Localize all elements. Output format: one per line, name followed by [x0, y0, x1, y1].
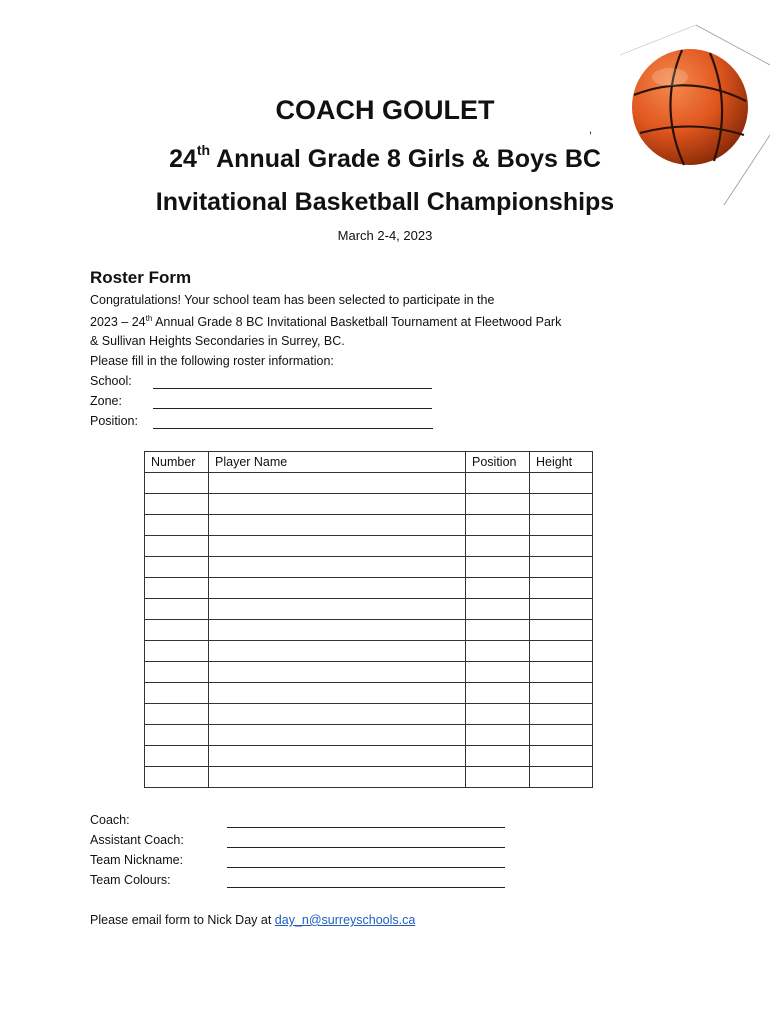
player-name-cell[interactable]	[209, 557, 466, 578]
table-row	[145, 767, 593, 788]
roster-table-body	[145, 473, 593, 788]
height-cell[interactable]	[530, 767, 593, 788]
height-cell[interactable]	[530, 515, 593, 536]
player-name-cell[interactable]	[209, 641, 466, 662]
table-row	[145, 557, 593, 578]
height-cell[interactable]	[530, 641, 593, 662]
intro-line-2	[90, 314, 561, 329]
player-name-cell[interactable]	[209, 536, 466, 557]
subtitle-text: Annual Grade 8 Girls & Boys BC	[210, 145, 601, 173]
player-name-cell[interactable]	[209, 620, 466, 641]
intro-year: 2023 – 24	[90, 315, 146, 329]
table-row	[145, 515, 593, 536]
height-cell[interactable]	[530, 536, 593, 557]
position-cell[interactable]	[466, 515, 530, 536]
player-name-cell[interactable]	[209, 599, 466, 620]
team-colours-label: Team Colours:	[90, 873, 171, 887]
number-cell[interactable]	[145, 599, 209, 620]
table-row	[145, 599, 593, 620]
page-title: COACH GOULET	[275, 95, 495, 125]
position-cell[interactable]	[466, 704, 530, 725]
table-row	[145, 620, 593, 641]
position-cell[interactable]	[466, 536, 530, 557]
team-nickname-label: Team Nickname:	[90, 853, 184, 867]
intro-suffix: th	[145, 314, 153, 323]
table-row	[145, 578, 593, 599]
intro-line-4: Please fill in the following roster information:	[90, 354, 334, 368]
position-cell[interactable]	[466, 662, 530, 683]
player-name-cell[interactable]	[209, 767, 466, 788]
height-cell[interactable]	[530, 746, 593, 767]
position-cell[interactable]	[466, 494, 530, 515]
position-label: Position:	[90, 414, 138, 428]
header-player-name: Player Name	[209, 452, 466, 473]
coach-label: Coach:	[90, 813, 130, 827]
player-name-cell[interactable]	[209, 704, 466, 725]
coach-input-line[interactable]	[227, 827, 505, 828]
number-cell[interactable]	[145, 683, 209, 704]
table-row	[145, 536, 593, 557]
table-row	[145, 725, 593, 746]
number-cell[interactable]	[145, 536, 209, 557]
email-instruction	[90, 913, 415, 927]
basketball-graphic	[600, 15, 770, 215]
player-name-cell[interactable]	[209, 515, 466, 536]
championship-title: Invitational Basketball Championships	[155, 188, 615, 216]
number-cell[interactable]	[145, 767, 209, 788]
player-name-cell[interactable]	[209, 746, 466, 767]
position-cell[interactable]	[466, 767, 530, 788]
height-cell[interactable]	[530, 662, 593, 683]
number-cell[interactable]	[145, 746, 209, 767]
table-row	[145, 473, 593, 494]
table-row	[145, 641, 593, 662]
roster-table	[144, 451, 593, 788]
section-heading: Roster Form	[90, 268, 192, 287]
height-cell[interactable]	[530, 494, 593, 515]
player-name-cell[interactable]	[209, 725, 466, 746]
height-cell[interactable]	[530, 557, 593, 578]
position-cell[interactable]	[466, 725, 530, 746]
number-cell[interactable]	[145, 641, 209, 662]
position-cell[interactable]	[466, 683, 530, 704]
table-row	[145, 683, 593, 704]
zone-input-line[interactable]	[153, 408, 432, 409]
school-input-line[interactable]	[153, 388, 432, 389]
player-name-cell[interactable]	[209, 494, 466, 515]
header-height: Height	[530, 452, 593, 473]
position-cell[interactable]	[466, 641, 530, 662]
player-name-cell[interactable]	[209, 578, 466, 599]
position-input-line[interactable]	[153, 428, 433, 429]
position-cell[interactable]	[466, 599, 530, 620]
player-name-cell[interactable]	[209, 473, 466, 494]
number-cell[interactable]	[145, 557, 209, 578]
table-row	[145, 704, 593, 725]
table-row	[145, 494, 593, 515]
height-cell[interactable]	[530, 473, 593, 494]
number-cell[interactable]	[145, 662, 209, 683]
height-cell[interactable]	[530, 599, 593, 620]
height-cell[interactable]	[530, 704, 593, 725]
zone-label: Zone:	[90, 394, 122, 408]
height-cell[interactable]	[530, 683, 593, 704]
number-cell[interactable]	[145, 704, 209, 725]
basketball-icon	[600, 15, 770, 215]
number-cell[interactable]	[145, 725, 209, 746]
position-cell[interactable]	[466, 557, 530, 578]
email-link[interactable]: day_n@surreyschools.ca	[274, 913, 416, 927]
table-row	[145, 746, 593, 767]
assistant-coach-input-line[interactable]	[227, 847, 505, 848]
stray-mark: ,	[589, 124, 593, 136]
player-name-cell[interactable]	[209, 683, 466, 704]
table-header-row	[145, 452, 593, 473]
team-colours-input-line[interactable]	[227, 887, 505, 888]
edition-suffix: th	[196, 142, 211, 158]
height-cell[interactable]	[530, 578, 593, 599]
intro-line-3: & Sullivan Heights Secondaries in Surrey, BC.	[90, 334, 345, 348]
team-nickname-input-line[interactable]	[227, 867, 505, 868]
number-cell[interactable]	[145, 578, 209, 599]
position-cell[interactable]	[466, 620, 530, 641]
number-cell[interactable]	[145, 620, 209, 641]
edition-number: 24	[169, 145, 197, 173]
header-position: Position	[466, 452, 530, 473]
height-cell[interactable]	[530, 725, 593, 746]
position-cell[interactable]	[466, 578, 530, 599]
number-cell[interactable]	[145, 473, 209, 494]
assistant-coach-label: Assistant Coach:	[90, 833, 184, 847]
number-cell[interactable]	[145, 494, 209, 515]
position-cell[interactable]	[466, 746, 530, 767]
school-label: School:	[90, 374, 132, 388]
number-cell[interactable]	[145, 515, 209, 536]
intro-line-1: Congratulations! Your school team has been selected to participate in the	[90, 293, 495, 307]
intro-line-2-text: Annual Grade 8 BC Invitational Basketball Tournament at Fleetwood Park	[152, 315, 562, 329]
table-row	[145, 662, 593, 683]
position-cell[interactable]	[466, 473, 530, 494]
event-date: March 2-4, 2023	[337, 228, 433, 243]
height-cell[interactable]	[530, 620, 593, 641]
header-number: Number	[145, 452, 209, 473]
player-name-cell[interactable]	[209, 662, 466, 683]
email-prefix: Please email form to Nick Day at	[90, 913, 275, 927]
